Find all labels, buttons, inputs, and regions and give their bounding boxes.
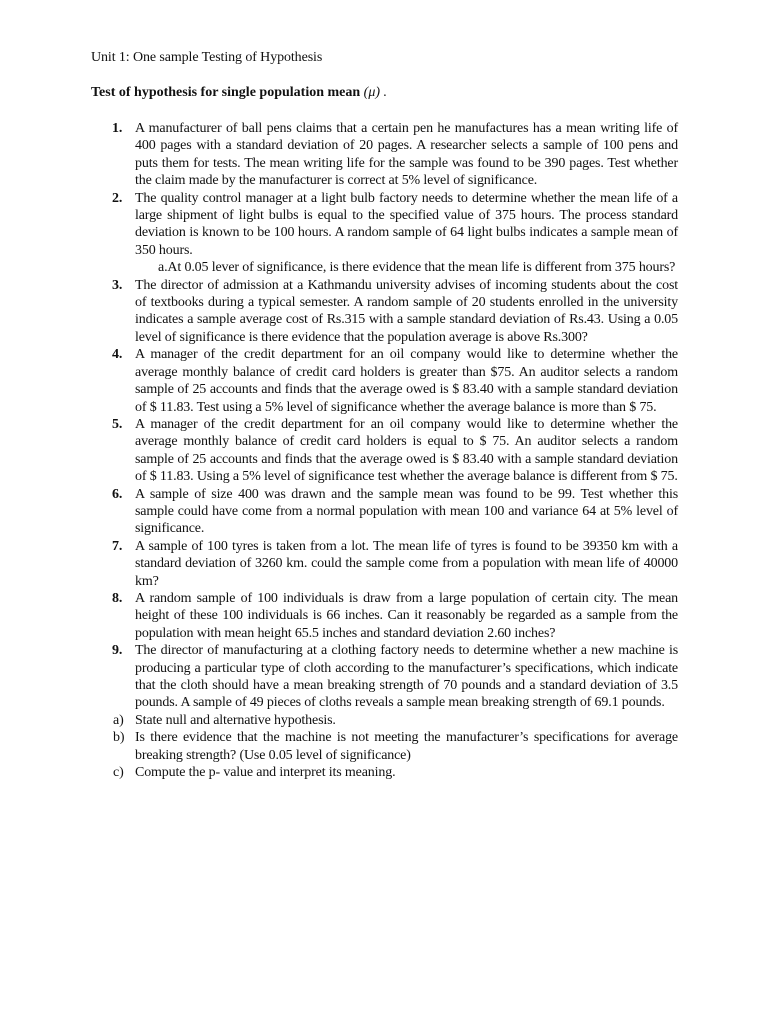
question-text: A sample of 100 tyres is taken from a lot. The mean life of tyres is found to be 39350 km with a standard deviation of 3260 km. could the sample come from a population with mean life of 40000 km?: [135, 538, 678, 589]
question-text: A manager of the credit department for an oil company would like to determine whether the average monthly balance of credit card holders is equal to $ 75. An auditor selects a random sample of 25 accounts and finds that the average owed is $ 83.40 with a sample standard deviation of $ 11.83. Using a 5% level of significance test whether the average balance is different from $ 75.: [135, 416, 678, 485]
part-item: [113, 729, 678, 764]
part-letter: a): [113, 712, 124, 728]
question-item: [112, 416, 678, 486]
question-text: The quality control manager at a light bulb factory needs to determine whether the mean life of a large shipment of light bulbs is equal to the specified value of 375 hours. The process standard deviation is known to be 100 hours. A random sample of 64 light bulbs indicates a sample mean of 350 hours.: [135, 190, 678, 258]
question-text: The director of manufacturing at a clothing factory needs to determine whether a new machine is producing a particular type of cloth according to the manufacturer’s specifications, which indicate that the cloth should have a mean breaking strength of 70 pounds and a standard deviation of 3.5 pounds. A sample of 49 pieces of cloths reveals a sample mean breaking strength of 69.1 pounds.: [135, 643, 678, 711]
question-number: 1.: [112, 121, 123, 136]
question-subpart: a.At 0.05 lever of significance, is there evidence that the mean life is different from 375 hours?: [158, 260, 676, 276]
question-number: 9.: [112, 643, 123, 659]
question-text: A sample of size 400 was drawn and the sample mean was found to be 99. Test whether this sample could have come from a normal population with mean 100 and variance 64 at 5% level of significance.: [135, 486, 678, 537]
question-item: [112, 590, 678, 642]
heading-text: Test of hypothesis for single population mean: [91, 85, 361, 100]
question-item: [112, 346, 678, 416]
question-number: 8.: [112, 590, 123, 606]
question-text: A manufacturer of ball pens claims that a certain pen he manufactures has a mean writing life of 400 pages with a standard deviation of 20 pages. A researcher selects a sample of 100 pens and puts them for tests. The mean writing life for the sample was found to be 390 pages. Test whether the claim made by the manufacturer is correct at 5% level of significance.: [135, 121, 678, 189]
section-heading: [91, 84, 387, 102]
part-item: [113, 712, 678, 729]
part-letter: b): [113, 730, 125, 746]
part-text: Compute the p- value and interpret its meaning.: [135, 765, 396, 781]
part-item: [113, 764, 678, 781]
question-item: [112, 538, 678, 590]
question-number: 5.: [112, 416, 123, 432]
question-text: The director of admission at a Kathmandu university advises of incoming students about the cost of textbooks during a typical semester. A random sample of 20 students enrolled in the university indicates a sample average cost of Rs.315 with a sample standard deviation of Rs.43. Using a 0.05 level of significance is there evidence that the population average is above Rs.300?: [135, 277, 678, 345]
question-item: [112, 277, 678, 347]
question-list: [0, 120, 768, 781]
question-number: 2.: [112, 190, 123, 206]
question-text: A manager of the credit department for an oil company would like to determine whether the average monthly balance of credit card holders is greater than $75. An auditor selects a random sample of 25 accounts and finds that the average owed is $ 83.40 with a sample standard deviation of $ 11.83. Test using a 5% level of significance whether the average balance is more than $ 75.: [135, 347, 678, 415]
part-text: State null and alternative hypothesis.: [135, 712, 336, 728]
question-number: 3.: [112, 277, 123, 293]
question-number: 4.: [112, 347, 123, 363]
unit-title: Unit 1: One sample Testing of Hypothesis: [91, 50, 323, 65]
question-item: [112, 190, 678, 260]
question-item: [112, 486, 678, 538]
question-number: 7.: [112, 538, 123, 554]
part-letter: c): [113, 765, 124, 781]
part-text: Is there evidence that the machine is not meeting the manufacturer’s specifications for average breaking strength? (Use 0.05 level of significance): [135, 730, 678, 763]
heading-symbol: (μ) .: [363, 85, 388, 100]
question-text: A random sample of 100 individuals is draw from a large population of certain city. The mean height of these 100 individuals is 66 inches. Can it reasonably be regarded as a sample from the population with mean height 65.5 inches and standard deviation 2.60 inches?: [135, 590, 678, 641]
question-item: [112, 120, 678, 190]
question-item: [112, 642, 678, 712]
question-number: 6.: [112, 486, 123, 502]
